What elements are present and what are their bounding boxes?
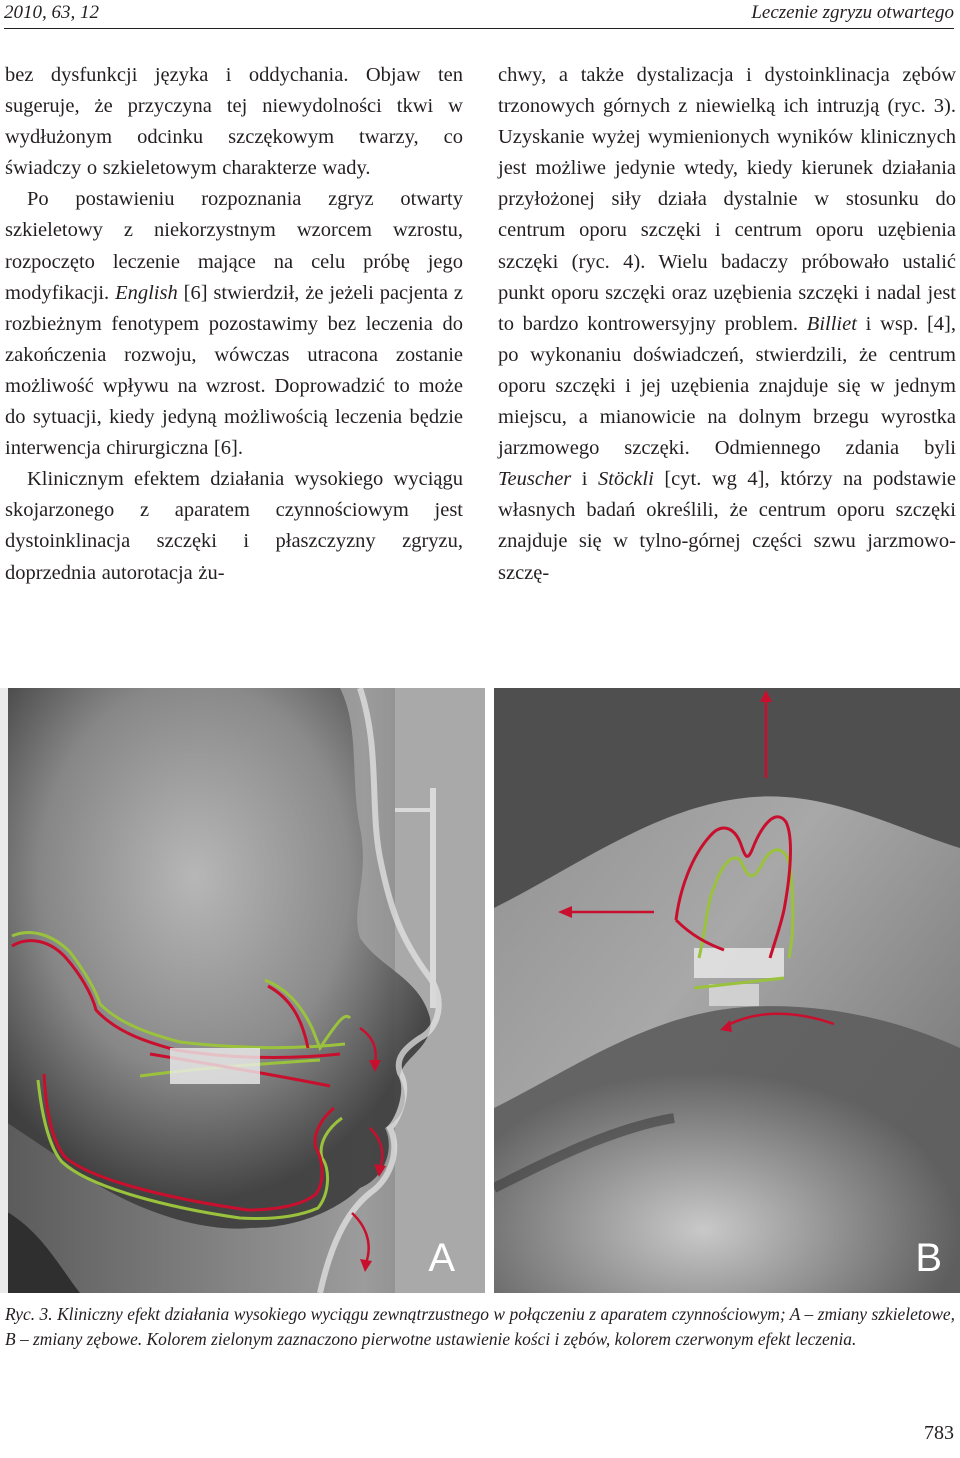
paragraph-2 bbox=[5, 184, 463, 464]
paragraph-4-text-3: i bbox=[571, 468, 599, 491]
author-english: English bbox=[115, 281, 178, 304]
journal-citation: 2010, 63, 12 bbox=[4, 2, 99, 23]
nasion-relator bbox=[430, 788, 436, 1008]
page-number: 783 bbox=[924, 1422, 954, 1444]
paragraph-1: bez dysfunkcji języka i oddychania. Objaw ten sugeruje, że przyczyna tej niewydolności tkwi w wydłużonym odcinku szczękowym twarzy, co świadczy o szkieletowym charakterze wady. bbox=[5, 64, 463, 180]
panel-label-a: A bbox=[428, 1236, 455, 1280]
paragraph-3: Klinicznym efektem działania wysokiego wyciągu skojarzonego z aparatem czynnościowym jest dystoinklinacja szczęki i płaszczyzny zgryzu, doprzednia autorotacja żu- bbox=[5, 468, 463, 584]
figure-3 bbox=[0, 688, 960, 1293]
nasion-relator-bar bbox=[395, 808, 435, 812]
paragraph-4-text-1: chwy, a także dystalizacja i dystoinklinacja zębów trzonowych górnych z niewielką ich intruzją (ryc. 3). Uzyskanie wyżej wymienionych wyników klinicznych jest możliwe jedynie wtedy, kiedy kierunek działania przyłożonej siły działa dystalnie w stosunku do centrum oporu szczęki i centrum oporu uzębienia szczęki (ryc. 4). Wielu badaczy próbowało ustalić punkt oporu szczęki oraz uzębienia szczęki i nadal jest to bardzo kontrowersyjny problem. bbox=[498, 64, 956, 335]
panel-label-b: B bbox=[915, 1236, 942, 1280]
dental-radiograph-image bbox=[494, 688, 960, 1293]
paragraph-4 bbox=[498, 60, 956, 589]
paragraph-4-text-4: [cyt. wg 4], którzy na podstawie własnych badań określili, że centrum oporu szczęki znajduje się w tylno-górnej części szwu jarzmowo-szczę- bbox=[498, 468, 956, 584]
author-teuscher: Teuscher bbox=[498, 468, 572, 491]
running-header bbox=[4, 0, 954, 29]
right-text-column bbox=[498, 60, 956, 589]
panel-a-cephalogram bbox=[0, 688, 485, 1293]
paragraph-2-text-b: [6] stwierdził, że jeżeli pacjenta z rozbieżnym fenotypem pozostawimy bez leczenia do zakończenia rozwoju, wówczas utracona zostanie możliwość wpływu na wzrost. Doprowadzić to może do sytuacji, kiedy jedyną możliwością leczenia będzie interwencja chirurgiczna [6]. bbox=[5, 281, 463, 460]
film-edge bbox=[0, 688, 8, 1293]
figure-caption: Ryc. 3. Kliniczny efekt działania wysokiego wyciągu zewnątrzustnego w połączeniu z aparatem czynnościowym; A – zmiany szkieletowe, B – zmiany zębowe. Kolorem zielonym zaznaczono pierwotne ustawienie kości i zębów, kolorem czerwonym efekt leczenia. bbox=[5, 1304, 955, 1349]
left-text-column bbox=[5, 60, 463, 589]
running-title: Leczenie zgryzu otwartego bbox=[751, 2, 954, 23]
paragraph-4-text-2: i wsp. [4], po wykonaniu doświadczeń, stwierdzili, że centrum oporu szczęki i jej uzębienia znajduje się w jednym miejscu, a mianowicie na dolnym brzegu wyrostka jarzmowego szczęki. Odmiennego zdania byli bbox=[498, 312, 956, 460]
cephalogram-image bbox=[0, 688, 485, 1293]
panel-b-dental-radiograph bbox=[494, 688, 960, 1293]
author-stockli: Stöckli bbox=[598, 468, 654, 491]
paragraph-2-text-a: Po postawieniu rozpoznania zgryz otwarty szkieletowy z niekorzystnym wzorcem wzrostu, rozpoczęto leczenie mające na celu próbę jego modyfikacji. bbox=[5, 188, 463, 304]
author-billiet: Billiet bbox=[806, 312, 857, 335]
appliance-teeth bbox=[170, 1048, 260, 1084]
molar-crown bbox=[709, 984, 759, 1006]
